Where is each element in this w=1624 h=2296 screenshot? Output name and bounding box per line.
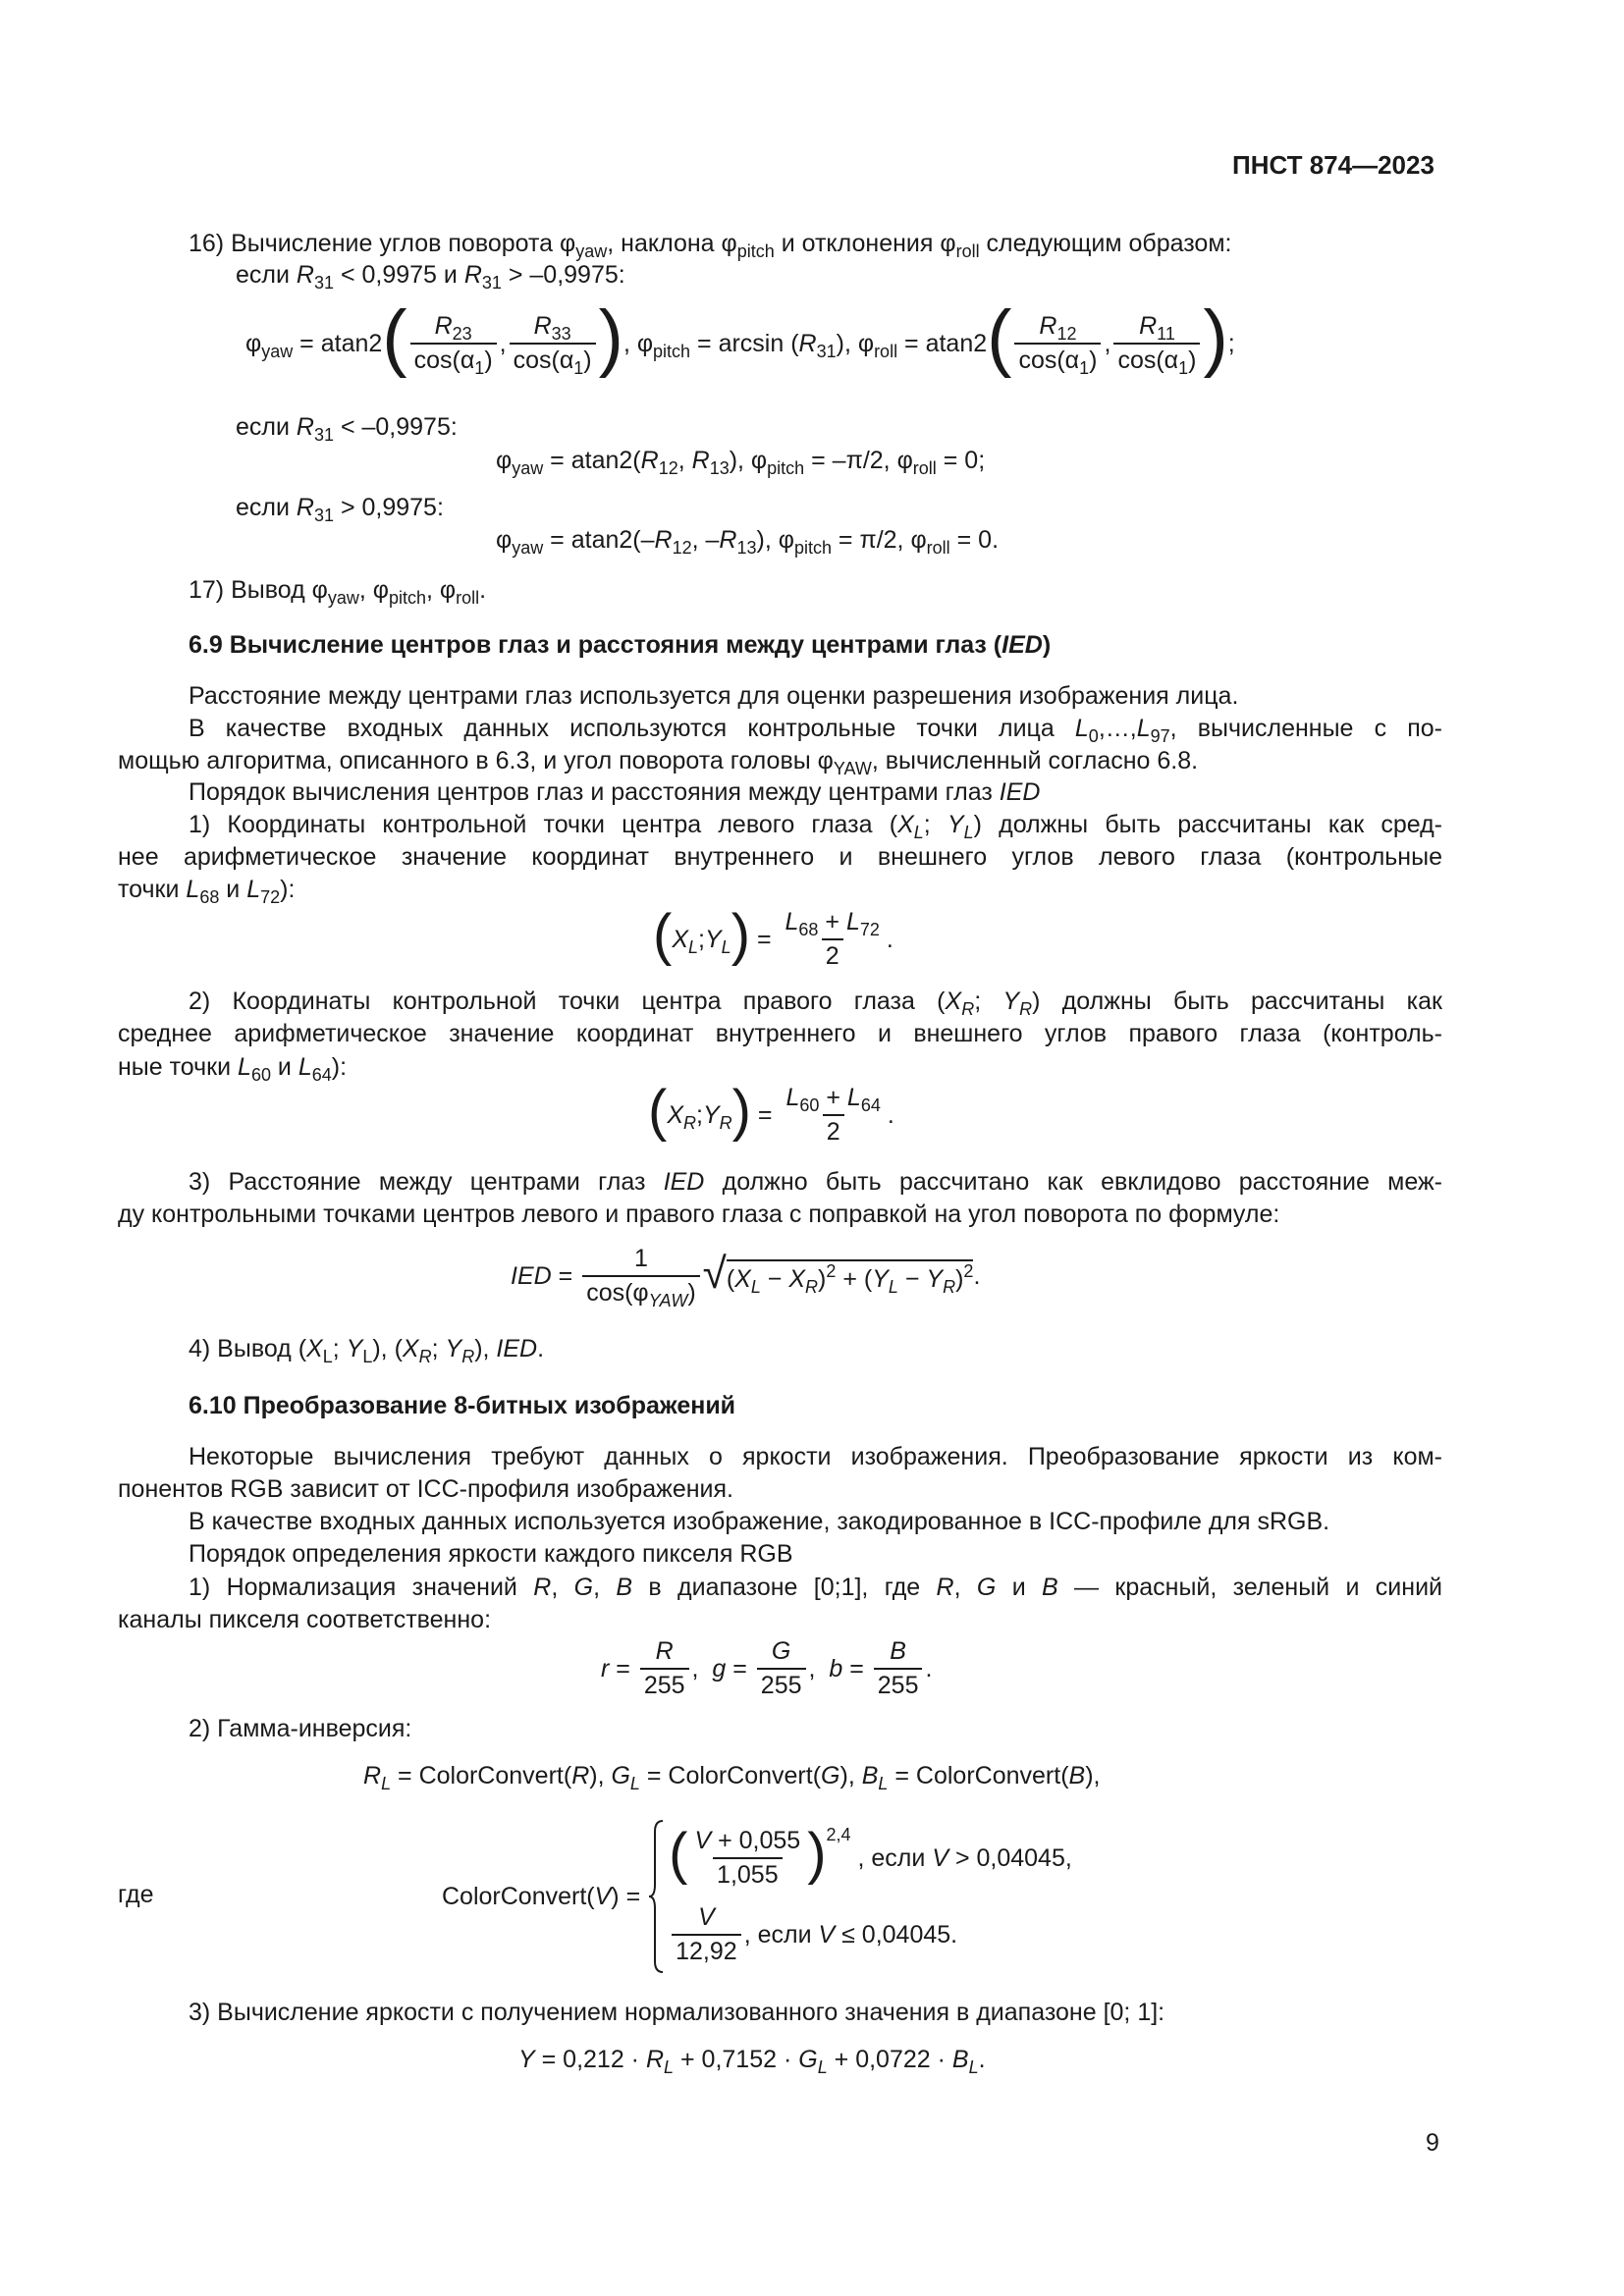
luminance-formula: $Y = 0,212 \cdot R_L + 0,7152 \cdot G_L + 0,0722 \cdot B_L$. (518, 2046, 986, 2077)
section69-p1: Расстояние между центрами глаз используется для оценки разрешения изображения лица. (189, 682, 1239, 710)
right-eye-formula: ( $X_R;Y_R$ ) = $\frac{L_{60} + L_{64}}{2}$ . (648, 1079, 894, 1146)
item16-cond3: если $R_{31} > 0,9975$: (236, 494, 444, 525)
section610-p3: Порядок определения яркости каждого пикселя RGB (189, 1540, 793, 1568)
angles-formula: $\varphi_{yaw} = atan2$ ( $\frac{R_{23}}{\cos(\alpha_1)}$ , $\frac{R_{33}}{\cos(\alpha_1)}$ ) , $\varphi_{pitch} = \arcsin (R_{31})$, $\varphi_{roll} = atan2$ ( $\frac{R_{12}}{\cos(\alpha_1)}$ , $\frac{R_{11}}{\cos(\alpha_1)}$ ) ; (245, 295, 1235, 379)
item16-formula2: $\varphi_{yaw} = atan2(R_{12}$, $R_{13}$), $\varphi_{pitch} = -\pi/2$, $\varphi_{roll} = 0$; (496, 447, 986, 478)
section69-s2a: 2) Координаты контрольной точки центра правого глаза ($X_R$; $Y_R$) должны быть рассчитаны как (189, 988, 1442, 1019)
section69-s3a: 3) Расстояние между центрами глаз IED должно быть рассчитано как евклидово расстояние меж- (189, 1168, 1442, 1196)
colorconvert-formula: ColorConvert(V) = ( $\frac{V + 0,055}{1,055}$ ) $^{2,4}$ , если V > 0,04045, $\frac{V}{12,92}$ , если V ≤ 0,04045. (442, 1818, 1072, 1975)
section610-s3: 3) Вычисление яркости с получением нормализованного значения в диапазоне [0; 1]: (189, 1999, 1165, 2026)
where-label: где (118, 1881, 154, 1908)
section610-p1b: понентов RGB зависит от ICC-профиля изображения. (118, 1475, 733, 1503)
doc-code: ПНСТ 874—2023 (1232, 150, 1435, 180)
item16-cond1: если $R_{31} < 0,9975$ и $R_{31} > -0,9975$: (236, 261, 625, 293)
item16-intro: 16) Вычисление углов поворота $\varphi_{yaw}$, наклона $\varphi_{pitch}$ и отклонения $\varphi_{roll}$ следующим образом: (189, 230, 1232, 261)
section610-heading: 6.10 Преобразование 8-битных изображений (189, 1392, 736, 1419)
ied-formula: IED = $\frac{1}{\cos(\varphi_{YAW})}$ √ $(X_L - X_R)^2 + (Y_L - Y_R)^2$ . (511, 1245, 981, 1310)
section69-heading: 6.9 Вычисление центров глаз и расстояния между центрами глаз (IED) (189, 631, 1052, 659)
item16-cond2: если $R_{31} < -0,9975$: (236, 413, 458, 445)
item17: 17) Вывод $\varphi_{yaw}$, $\varphi_{pitch}$, $\varphi_{roll}$. (189, 576, 487, 608)
section69-s2b: среднее арифметическое значение координат внутреннего и внешнего углов правого глаза (контроль- (118, 1020, 1442, 1047)
item16-formula3: $\varphi_{yaw} = atan2(-R_{12}$, $-R_{13}$), $\varphi_{pitch} = \pi/2$, $\varphi_{roll} = 0$. (496, 526, 1000, 558)
section69-s3b: ду контрольными точками центров левого и правого глаза с поправкой на угол поворота по формуле: (118, 1201, 1280, 1228)
section69-s2c: ные точки $L_{60}$ и $L_{64}$): (118, 1053, 348, 1085)
section69-p3: Порядок вычисления центров глаз и расстояния между центрами глаз IED (189, 778, 1041, 806)
section610-p1a: Некоторые вычисления требуют данных о яркости изображения. Преобразование яркости из ком- (189, 1443, 1442, 1470)
section69-s1a: 1) Координаты контрольной точки центра левого глаза ($X_L$; $Y_L$) должны быть рассчитаны как сред- (189, 811, 1442, 842)
section69-s1b: нее арифметическое значение координат внутреннего и внешнего углов левого глаза (контрольные (118, 843, 1442, 871)
case2-condition: , если V ≤ 0,04045. (743, 1920, 958, 1949)
section69-s1c: точки $L_{68}$ и $L_{72}$): (118, 876, 296, 907)
section610-p2: В качестве входных данных используется изображение, закодированное в ICC-профиле для sRGB. (189, 1508, 1330, 1535)
left-brace-icon (647, 1818, 667, 1975)
section69-s4: 4) Вывод ($X_L$; $Y_L$), ($X_R$; $Y_R$), IED. (189, 1335, 545, 1366)
case1-condition: , если V > 0,04045, (857, 1843, 1072, 1872)
section610-s2: 2) Гамма-инверсия: (189, 1715, 412, 1742)
left-eye-formula: ( $X_L;Y_L$ ) = $\frac{L_{68} + L_{72}}{2}$ . (653, 903, 893, 970)
rgb-normalize-formula: r = $\frac{R}{255}$ , g = $\frac{G}{255}$ , b = $\frac{B}{255}$ . (601, 1637, 933, 1699)
section69-p2b: мощью алгоритма, описанного в 6.3, и угол поворота головы $\varphi_{YAW}$, вычисленный согласно 6.8. (118, 747, 1199, 778)
gamma-formula: $R_L$ = ColorConvert(R), $G_L$ = ColorConvert(G), $B_L$ = ColorConvert(B), (363, 1762, 1101, 1793)
section610-s1a: 1) Нормализация значений R, G, B в диапазоне [0;1], где R, G и B — красный, зеленый и синий (189, 1574, 1443, 1601)
section610-s1b: каналы пикселя соответственно: (118, 1606, 492, 1633)
page-number: 9 (1426, 2129, 1439, 2157)
section69-p2a: В качестве входных данных используются контрольные точки лица $L_0,\dots,L_{97}$, вычисленные с по- (189, 715, 1442, 746)
